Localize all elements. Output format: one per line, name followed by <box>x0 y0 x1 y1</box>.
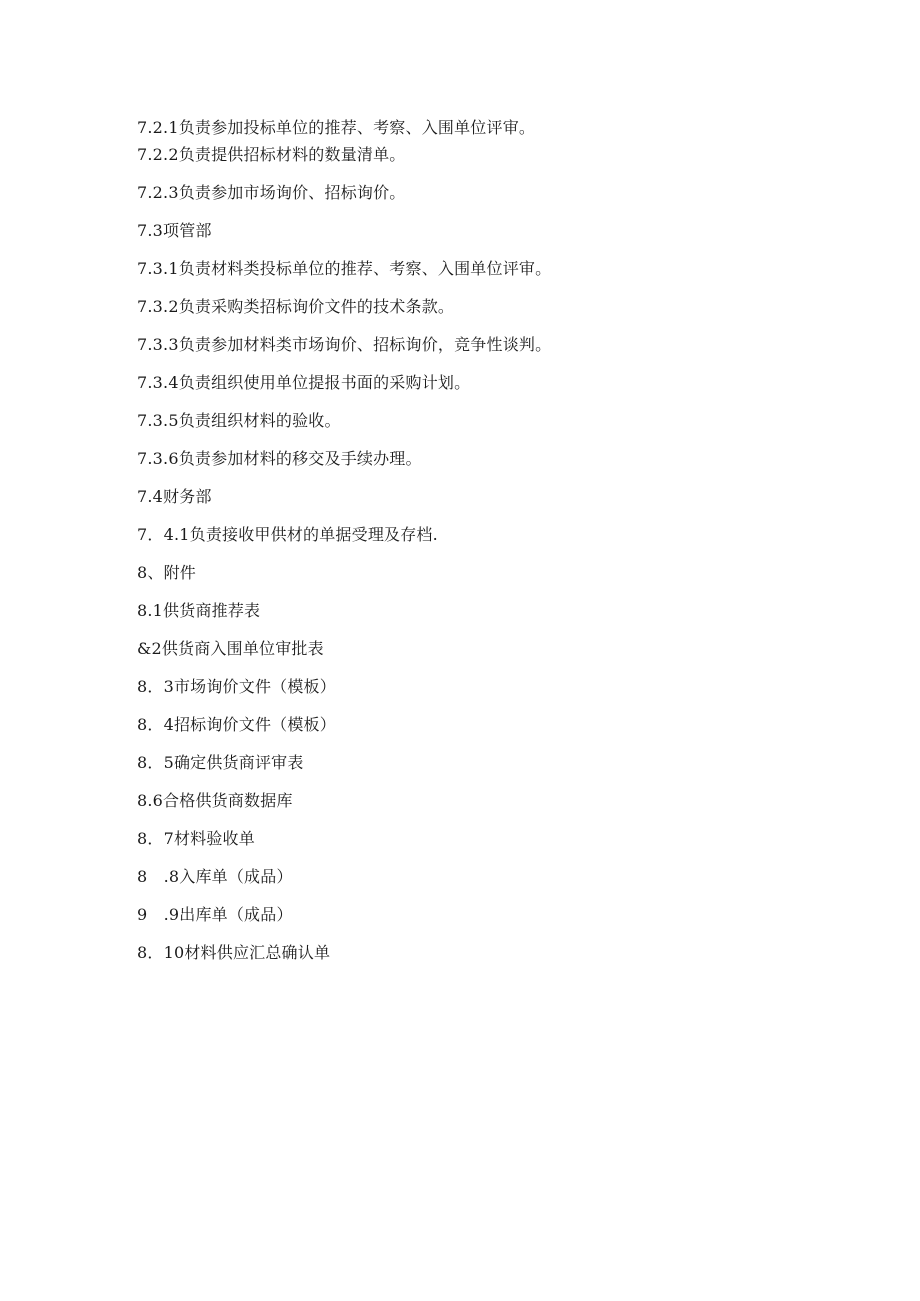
attachment-item: 8 .8入库单（成品） <box>137 867 293 886</box>
attachment-item: 8.1供货商推荐表 <box>137 601 261 620</box>
text-line: 7.2.1负责参加投标单位的推荐、考察、入围单位评审。 <box>137 118 536 137</box>
text-line: 7.2.2负责提供招标材料的数量清单。 <box>137 145 406 164</box>
text-line: 7．4.1负责接收甲供材的单据受理及存档. <box>137 525 438 544</box>
attachment-item: 8．10材料供应汇总确认单 <box>137 943 331 962</box>
attachment-item: 8．5确定供货商评审表 <box>137 753 304 772</box>
section-heading: 8、附件 <box>137 563 196 582</box>
text-line: 7.2.3负责参加市场询价、招标询价。 <box>137 183 406 202</box>
text-line: 7.3.6负责参加材料的移交及手续办理。 <box>137 449 422 468</box>
text-line: 7.3.3负责参加材料类市场询价、招标询价，竞争性谈判。 <box>137 335 552 354</box>
text-line: 7.3.1负责材料类投标单位的推荐、考察、入围单位评审。 <box>137 259 552 278</box>
attachment-item: 8．7材料验收单 <box>137 829 255 848</box>
attachment-item: 8．4招标询价文件（模板） <box>137 715 336 734</box>
attachment-item: &2供货商入围单位审批表 <box>137 639 324 658</box>
text-line: 7.3.5负责组织材料的验收。 <box>137 411 341 430</box>
section-heading: 7.3项管部 <box>137 221 212 240</box>
attachment-item: 8.6合格供货商数据库 <box>137 791 293 810</box>
text-line: 7.3.4负责组织使用单位提报书面的采购计划。 <box>137 373 471 392</box>
section-heading: 7.4财务部 <box>137 487 212 506</box>
attachment-item: 8．3市场询价文件（模板） <box>137 677 336 696</box>
text-line: 7.3.2负责采购类招标询价文件的技术条款。 <box>137 297 455 316</box>
attachment-item: 9 .9出库单（成品） <box>137 905 293 924</box>
